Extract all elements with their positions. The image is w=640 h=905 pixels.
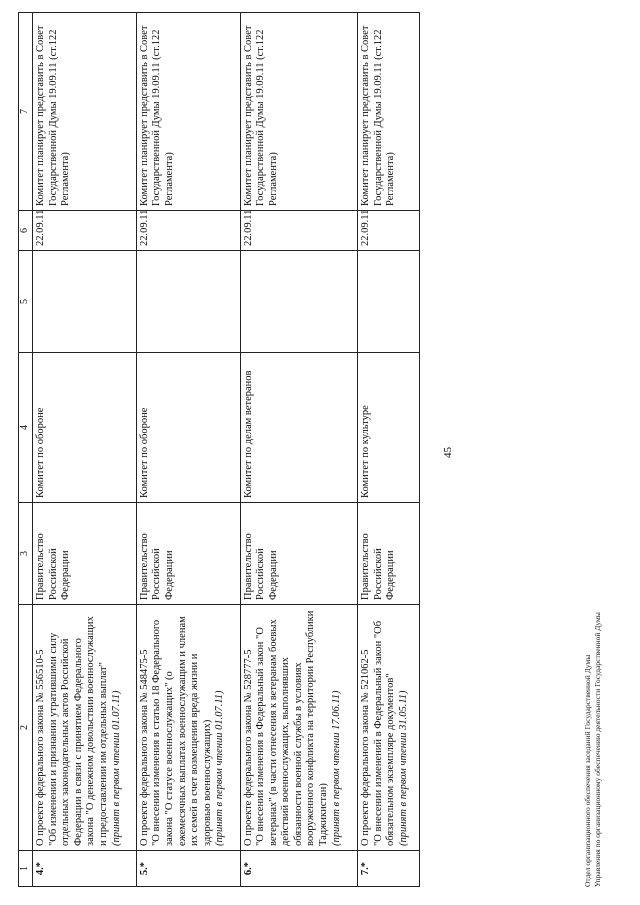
bill-desc: "О внесении изменения в статью 18 Федерального закона "О статусе военнослужащих" (о ежемесячных выплатах военнослужащим и членам их семей в счет возмещения вреда жизни и здоровью военнослужащих) bbox=[151, 616, 213, 846]
bill-desc: "О внесении изменения в Федеральный закон "О ветеранах" (в части отнесения к ветеранам боевых действий военнослужащих, выполнявших обязанности военной службы в условиях вооруженного конфликта на территории Республики Таджикистан) bbox=[255, 610, 330, 846]
subject-cell: Правительство Российской Федерации bbox=[358, 503, 420, 605]
bill-description bbox=[33, 605, 137, 851]
col5-cell bbox=[33, 251, 137, 353]
column-number: 7 bbox=[19, 13, 33, 211]
date-cell: 22.09.11 bbox=[240, 211, 358, 251]
committee-cell: Комитет по делам ветеранов bbox=[240, 353, 358, 503]
bill-status: (принят в первом чтении 17.06.11) bbox=[330, 690, 342, 846]
bill-desc: "Об изменении и признании утратившими силу отдельных законодательных актов Российской Федерации в связи с принятием Федерального закона "О денежном довольствии военнослужащих и предоставлении им отдельных выплат" bbox=[47, 616, 109, 846]
note-cell: Комитет планирует представить в Совет Государственной Думы 19.09.11 (ст.122 Регламента) bbox=[240, 13, 358, 211]
footer-line: Отдел организационного обеспечения заседаний Государственной Думы bbox=[583, 654, 592, 887]
column-number: 4 bbox=[19, 353, 33, 503]
bill-description bbox=[240, 605, 358, 851]
bill-status: (принят в первом чтении 31.05.11) bbox=[398, 690, 410, 846]
column-number: 1 bbox=[19, 851, 33, 887]
col5-cell bbox=[358, 251, 420, 353]
note-cell: Комитет планирует представить в Совет Государственной Думы 19.09.11 (ст.122 Регламента) bbox=[358, 13, 420, 211]
subject-cell: Правительство Российской Федерации bbox=[136, 503, 240, 605]
committee-cell: Комитет по культуре bbox=[358, 353, 420, 503]
date-cell: 22.09.11 bbox=[358, 211, 420, 251]
column-number: 3 bbox=[19, 503, 33, 605]
row-number: 4.* bbox=[33, 851, 137, 887]
note-cell: Комитет планирует представить в Совет Государственной Думы 19.09.11 (ст.122 Регламента) bbox=[33, 13, 137, 211]
subject-cell: Правительство Российской Федерации bbox=[33, 503, 137, 605]
bill-status: (принят в первом чтении 01.07.11) bbox=[214, 690, 226, 846]
committee-cell: Комитет по обороне bbox=[136, 353, 240, 503]
column-number: 5 bbox=[19, 251, 33, 353]
table-row bbox=[136, 13, 240, 887]
row-number: 7.* bbox=[358, 851, 420, 887]
date-cell: 22.09.11 bbox=[136, 211, 240, 251]
bill-title: О проекте федерального закона № 556510-5 bbox=[35, 649, 46, 846]
date-cell: 22.09.11 bbox=[33, 211, 137, 251]
row-number: 5.* bbox=[136, 851, 240, 887]
table-row bbox=[240, 13, 358, 887]
table-row bbox=[358, 13, 420, 887]
column-number: 6 bbox=[19, 211, 33, 251]
page-number: 45 bbox=[442, 447, 454, 458]
bills-table bbox=[18, 12, 420, 887]
col5-cell bbox=[136, 251, 240, 353]
note-cell: Комитет планирует представить в Совет Государственной Думы 19.09.11 (ст.122 Регламента) bbox=[136, 13, 240, 211]
bill-desc: "О внесении изменений в Федеральный закон "Об обязательном экземпляре документов" bbox=[372, 620, 397, 846]
committee-cell: Комитет по обороне bbox=[33, 353, 137, 503]
bill-title: О проекте федерального закона № 521062-5 bbox=[360, 649, 372, 846]
column-number-row bbox=[19, 13, 33, 887]
table-row bbox=[33, 13, 137, 887]
footer-line: Управления по организационному обеспечению деятельности Государственной Думы bbox=[593, 612, 602, 887]
column-number: 2 bbox=[19, 605, 33, 851]
page-footer bbox=[583, 612, 603, 887]
subject-cell: Правительство Российской Федерации bbox=[240, 503, 358, 605]
bill-title: О проекте федерального закона № 548475-5 bbox=[138, 649, 150, 846]
bill-description bbox=[358, 605, 420, 851]
bill-title: О проекте федерального закона № 528777-5 bbox=[242, 649, 254, 846]
row-number: 6.* bbox=[240, 851, 358, 887]
bill-status: (принят в первом чтении 01.07.11) bbox=[110, 690, 122, 846]
bill-description bbox=[136, 605, 240, 851]
col5-cell bbox=[240, 251, 358, 353]
